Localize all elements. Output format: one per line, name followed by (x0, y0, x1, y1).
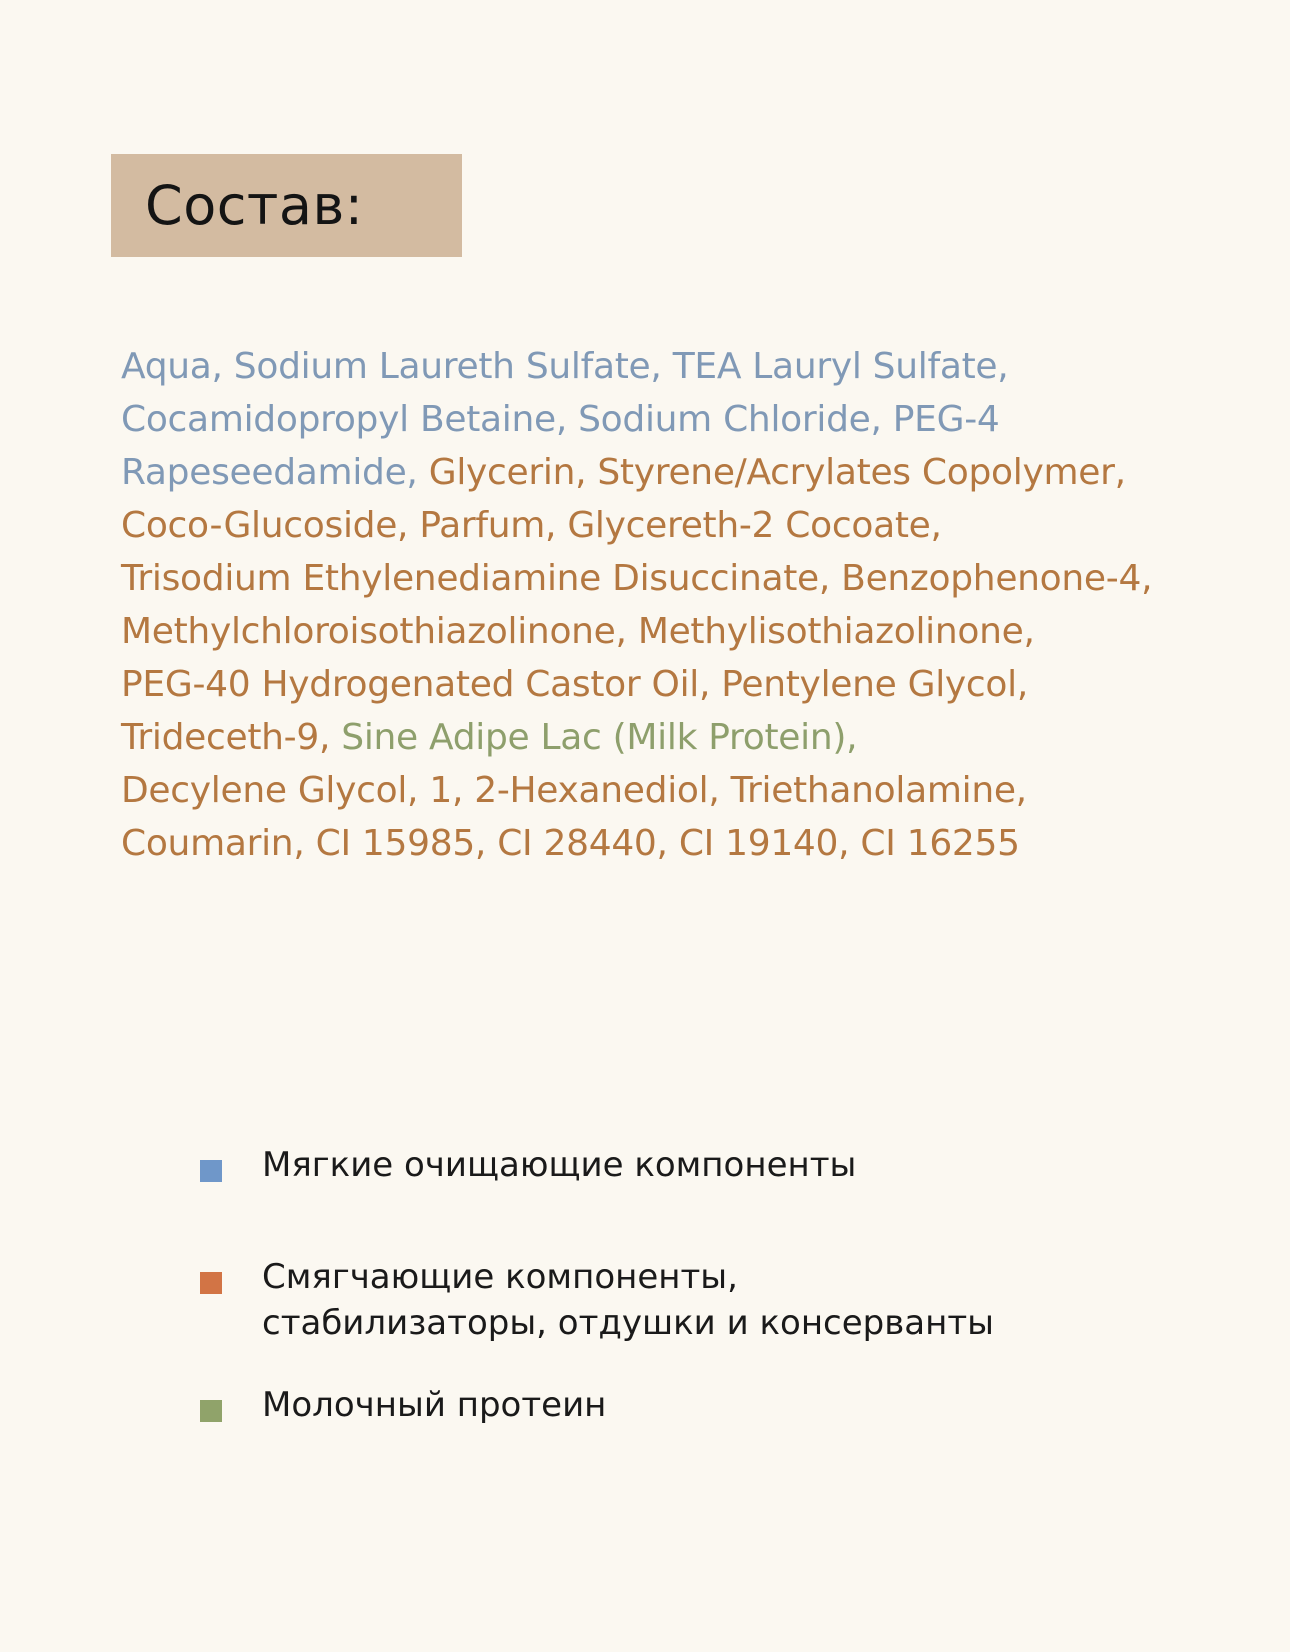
ingredient-segment-softening: Glycerin, Styrene/Acrylates Copolymer, (428, 452, 1126, 493)
ingredients-line (121, 711, 1271, 764)
ingredient-segment-cleansing: Cocamidopropyl Betaine, Sodium Chloride, PEG-4 (121, 399, 1000, 440)
legend-swatch-orange (200, 1272, 222, 1294)
legend-swatch-blue (200, 1160, 222, 1182)
ingredient-segment-cleansing: Rapeseedamide, (121, 452, 429, 493)
ingredients-line (121, 605, 1271, 658)
ingredients-line (121, 658, 1271, 711)
legend-item-protein (200, 1382, 606, 1428)
ingredients-line (121, 446, 1271, 499)
legend-item-softening (200, 1254, 994, 1346)
ingredient-segment-softening: Decylene Glycol, 1, 2-Hexanediol, Triethanolamine, (121, 770, 1027, 811)
ingredient-segment-cleansing: Aqua, Sodium Laureth Sulfate, TEA Lauryl Sulfate, (121, 346, 1009, 387)
title-box (111, 154, 462, 257)
legend-label: Молочный протеин (262, 1385, 607, 1425)
ingredient-segment-softening: Methylchloroisothiazolinone, Methylisothiazolinone, (121, 611, 1035, 652)
page-title: Состав: (145, 173, 364, 237)
ingredient-segment-softening: Trideceth-9, (121, 717, 342, 758)
legend-swatch-green (200, 1400, 222, 1422)
ingredient-segment-protein: Sine Adipe Lac (Milk Protein), (341, 717, 858, 758)
ingredients-list (121, 340, 1271, 870)
ingredient-segment-softening: PEG-40 Hydrogenated Castor Oil, Pentylene Glycol, (121, 664, 1028, 705)
ingredients-line (121, 393, 1271, 446)
legend-label: Мягкие очищающие компоненты (262, 1145, 857, 1185)
ingredient-segment-softening: Trisodium Ethylenediamine Disuccinate, Benzophenone-4, (121, 558, 1153, 599)
ingredient-segment-softening: Coumarin, CI 15985, CI 28440, CI 19140, CI 16255 (121, 823, 1020, 864)
ingredient-segment-softening: Coco-Glucoside, Parfum, Glycereth-2 Cocoate, (121, 505, 942, 546)
ingredients-line (121, 552, 1271, 605)
legend-item-cleansing (200, 1142, 856, 1188)
ingredients-line (121, 499, 1271, 552)
ingredients-line (121, 817, 1271, 870)
legend-label: Смягчающие компоненты, (262, 1257, 738, 1297)
legend-label: стабилизаторы, отдушки и консерванты (262, 1303, 994, 1343)
ingredients-line (121, 764, 1271, 817)
ingredients-line (121, 340, 1271, 393)
